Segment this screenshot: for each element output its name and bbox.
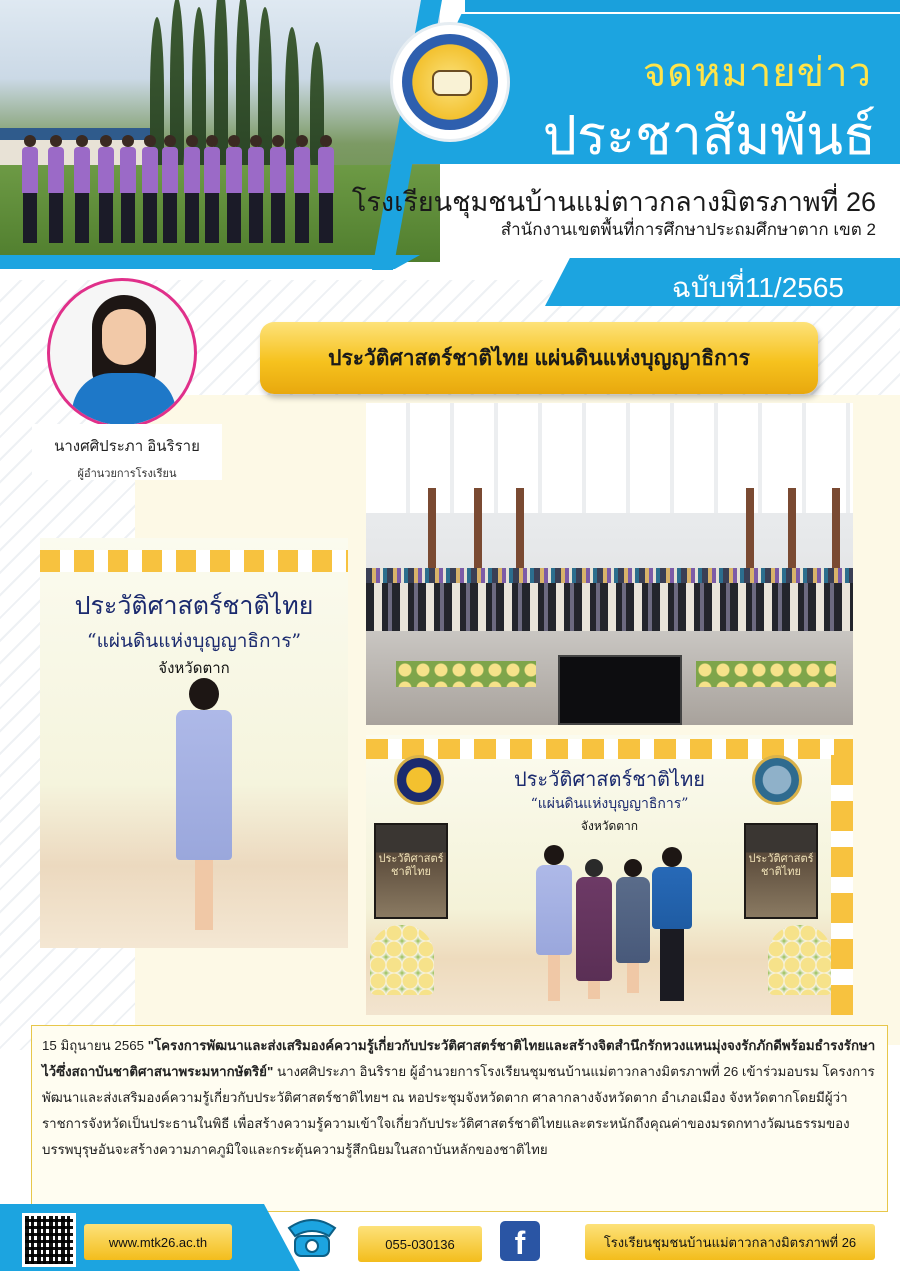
emblem-inner [402, 34, 498, 130]
photo-person [120, 135, 136, 245]
photo-person [184, 135, 200, 245]
photo-person [294, 135, 310, 245]
hall-flowers [696, 661, 836, 687]
exhibit-book-title: ประวัติศาสตร์ ชาติไทย [378, 853, 444, 878]
facebook-page-link[interactable]: โรงเรียนชุมชนบ้านแม่ตาวกลางมิตรภาพที่ 26 [585, 1224, 875, 1260]
headline-banner [260, 322, 818, 394]
telephone-icon [285, 1214, 339, 1260]
flower-arrangement [768, 925, 832, 995]
hall-ceiling [366, 403, 853, 513]
photo-person [204, 135, 220, 245]
hall-front-row [366, 583, 853, 631]
exhibit-subtitle: “แผ่นดินแห่งบุญญาธิการ” [86, 630, 302, 652]
hall-screen [558, 655, 682, 725]
photo-person [48, 135, 64, 245]
facebook-icon[interactable]: f [500, 1221, 540, 1261]
exhibit-curtain [831, 755, 853, 1015]
exhibit-subtitle: “แผ่นดินแห่งบุญญาธิการ” [530, 796, 689, 812]
photo-person [162, 135, 178, 245]
photo-group-at-exhibit [366, 735, 853, 1015]
header-top-strip [465, 0, 900, 12]
phone-number[interactable]: 055-030136 [358, 1226, 482, 1262]
office-name: สำนักงานเขตพื้นที่การศึกษาประถมศึกษาตาก เขต 2 [500, 220, 876, 239]
photo-person [318, 135, 334, 245]
photo-person [74, 135, 90, 245]
exhibit-book-title: ประวัติศาสตร์ ชาติไทย [748, 853, 814, 878]
newsletter-label: จดหมายข่าว [642, 51, 872, 95]
photo-person [652, 847, 692, 1001]
photo-drape [40, 550, 348, 572]
headline-text: ประวัติศาสตร์ชาติไทย แผ่นดินแห่งบุญญาธิการ [328, 346, 750, 370]
photo-person [536, 845, 572, 1001]
article-body: นางศศิประภา อินริราย ผู้อำนวยการโรงเรียนชุมชนบ้านแม่ตาวกลางมิตรภาพที่ 26 เข้าร่วมอบรม โครงการ พัฒนาและส่งเสริมองค์ความรู้เกี่ยวกับประวัติศาสตร์ชาติไทยฯ ณ หอประชุมจังหวัดตาก ศาลากลางจังหวัดตาก อำเภอเมือง จังหวัดตากโดยมีผู้ว่าราชการจังหวัดเป็นประธานในพิธี เพื่อสร้างความรู้ความเข้าใจเกี่ยวกับประวัติศาสตร์ชาติไทยและตระหนักถึงคุณค่าของมรดกทางวัฒนธรรมของบรรพบุรุษอันจะสร้างความภาคภูมิใจและกระตุ้นความรู้สึกนิยมในสถาบันหลักของชาติไทย [42, 1064, 875, 1157]
article-date: 15 มิถุนายน 2565 [42, 1038, 148, 1053]
director-caption [32, 424, 222, 480]
hall-flowers [396, 661, 536, 687]
photo-person [176, 678, 232, 930]
exhibit-province: จังหวัดตาก [580, 819, 639, 833]
school-name: โรงเรียนชุมชนบ้านแม่ตาวกลางมิตรภาพที่ 26 [351, 187, 876, 217]
issue-number: ฉบับที่11/2565 [671, 272, 844, 303]
website-link[interactable]: www.mtk26.ac.th [84, 1224, 232, 1260]
flower-arrangement [370, 925, 434, 995]
exhibit-province: จังหวัดตาก [158, 660, 230, 677]
photo-director-at-exhibit [40, 538, 348, 948]
exhibit-title: ประวัติศาสตร์ชาติไทย [74, 591, 314, 620]
photo-person [576, 859, 612, 999]
director-position: ผู้อำนวยการโรงเรียน [77, 468, 177, 480]
header-bottom-strip [0, 255, 420, 269]
article-project-title: "โครงการพัฒนาและส่งเสริมองค์ความรู้เกี่ยวกับประวัติศาสตร์ชาติไทยและสร้างจิตสำนึกรักหวงแหนมุ่งจงรักภักดีพร้อมธำรงรักษาไว้ซึ่งสถาบันชาติศาสนาพระมหากษัตริย์" [42, 1038, 876, 1079]
article-text [42, 1033, 877, 1163]
pr-label: ประชาสัมพันธ์ [542, 106, 876, 166]
director-photo [47, 278, 197, 428]
photo-person [270, 135, 286, 245]
director-name: นางศศิประภา อินริราย [54, 438, 200, 455]
school-emblem-icon [390, 22, 510, 142]
photo-person [98, 135, 114, 245]
photo-assembly-hall [366, 403, 853, 725]
photo-person [22, 135, 38, 245]
exhibit-title: ประวัติศาสตร์ชาติไทย [513, 767, 705, 791]
article-box [31, 1025, 888, 1212]
photo-person [142, 135, 158, 245]
photo-person [248, 135, 264, 245]
photo-person [226, 135, 242, 245]
qr-code-icon[interactable] [22, 1213, 76, 1267]
photo-person [616, 859, 650, 993]
